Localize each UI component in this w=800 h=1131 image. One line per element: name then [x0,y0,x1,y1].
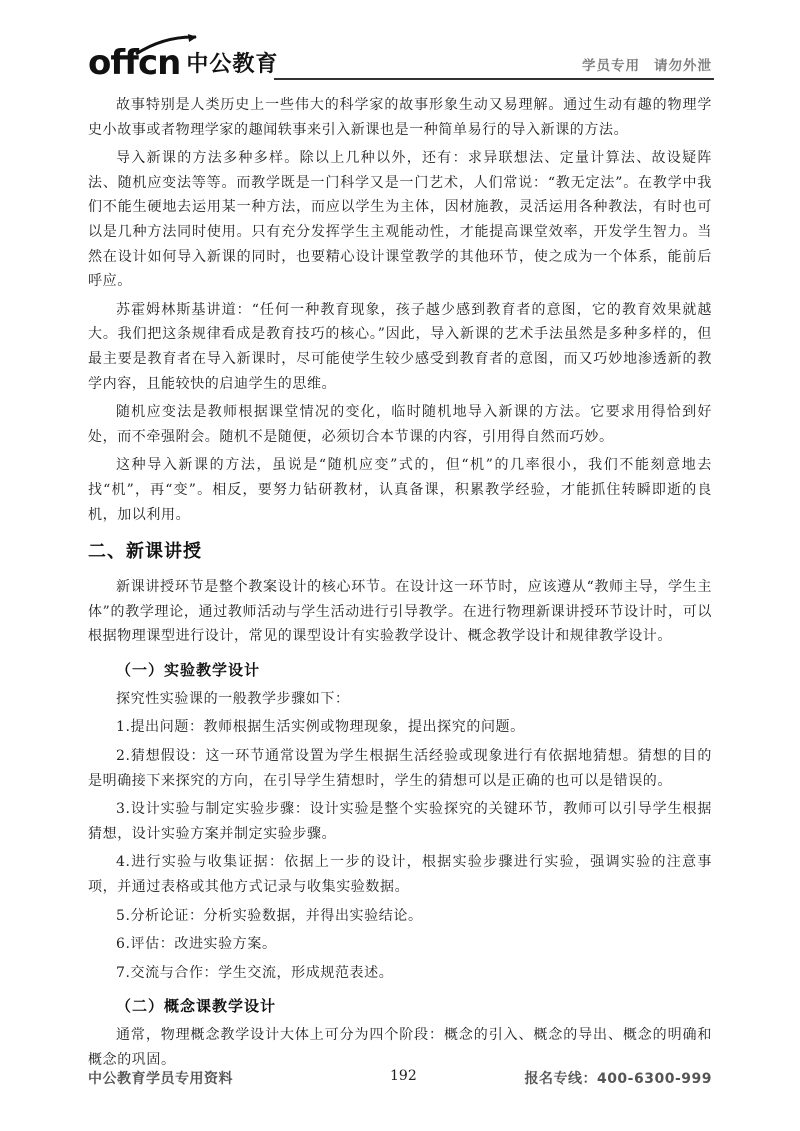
page-content [88,93,712,1073]
paragraph: 故事特别是人类历史上一些伟大的科学家的故事形象生动又易理解。通过生动有趣的物理学史小故事或者物理学家的趣闻轶事来引入新课也是一种简单易行的导入新课的方法。 [88,97,712,138]
step-item: 6.评估：改进实验方案。 [116,936,277,953]
footer-hotline: 报名专线：400-6300-999 [524,1071,712,1087]
step-item: 5.分析论证：分析实验数据，并得出实验结论。 [116,907,423,924]
step-item: 2.猜想假设：这一环节通常设置为学生根据生活经验或现象进行有依据地猜想。猜想的目的是明确接下来探究的方向，在引导学生猜想时，学生的猜想可以是正确的也可以是错误的。 [88,748,712,789]
footer-label: 中公教育学员专用资料 [88,1071,233,1087]
paragraph: 导入新课的方法多种多样。除以上几种以外，还有：求异联想法、定量计算法、故设疑阵法、随机应变法等等。而教学既是一门科学又是一门艺术，人们常说：“教无定法”。在教学中我们不能生硬地去运用某一种方法，而应以学生为主体，因材施教，灵活运用各种教法，有时也可以是几种方法同时使用。只有充分发挥学生主观能动性，才能提高课堂效率，开发学生智力。当然在设计如何导入新课的同时，也要精心设计课堂教学的其他环节，使之成为一个体系，能前后呼应。 [88,150,712,290]
paragraph: 随机应变法是教师根据课堂情况的变化，临时随机地导入新课的方法。它要求用得恰到好处，而不牵强附会。随机不是随便，必须切合本节课的内容，引用得自然而巧妙。 [88,404,712,445]
header-tag-students-only: 学员专用 [582,58,640,74]
step-item: 3.设计实验与制定实验步骤：设计实验是整个实验探究的关键环节，教师可以引导学生根据猜想，设计实验方案并制定实验步骤。 [88,801,712,842]
header-tags [582,54,712,74]
paragraph: 探究性实验课的一般教学步骤如下： [116,690,350,707]
header-tag-confidential: 请勿外泄 [654,58,712,74]
paragraph: 通常，物理概念教学设计大体上可分为四个阶段：概念的引入、概念的导出、概念的明确和概念的巩固。 [88,1027,712,1068]
page-header [88,38,712,82]
subsection-heading: （二）概念课教学设计 [116,997,277,1016]
step-item: 4.进行实验与收集证据：依据上一步的设计，根据实验步骤进行实验，强调实验的注意事项，并通过表格或其他方式记录与收集实验数据。 [88,854,712,896]
logo-wordmark: offcn [88,43,181,83]
paragraph: 苏霍姆林斯基讲道：“任何一种教育现象，孩子越少感到教育者的意图，它的教育效果就越大。我们把这条规律看成是教育技巧的核心。”因此，导入新课的艺术手法虽然是多种多样的，但最主要是教育者在导入新课时，尽可能使学生较少感受到教育者的意图，而又巧妙地渗透新的教学内容，且能较快的启迪学生的思维。 [88,301,712,392]
header-divider [274,78,714,80]
page-footer [88,1068,712,1092]
paragraph: 新课讲授环节是整个教案设计的核心环节。在设计这一环节时，应该遵从“教师主导，学生主体”的教学理论，通过教师活动与学生活动进行引导教学。在进行物理新课讲授环节设计时，可以根据物理课型进行设计，常见的课型设计有实验教学设计、概念教学设计和规律教学设计。 [88,579,712,645]
logo-swoosh-icon [134,34,198,56]
paragraph: 这种导入新课的方法，虽说是“随机应变”式的，但“机”的几率很小，我们不能刻意地去找“机”，再“变”。相反，要努力钻研教材，认真备课，积累教学经验，才能抓住转瞬即逝的良机，加以利用。 [88,457,712,523]
offcn-logo [88,38,278,82]
subsection-heading: （一）实验教学设计 [116,660,261,679]
section-heading: 二、新课讲授 [88,541,202,563]
logo-chinese-name: 中公教育 [186,52,279,77]
page-number: 192 [390,1068,417,1084]
step-item: 1.提出问题：教师根据生活实例或物理现象，提出探究的问题。 [116,719,525,736]
step-item: 7.交流与合作：学生交流，形成规范表述。 [116,964,394,981]
